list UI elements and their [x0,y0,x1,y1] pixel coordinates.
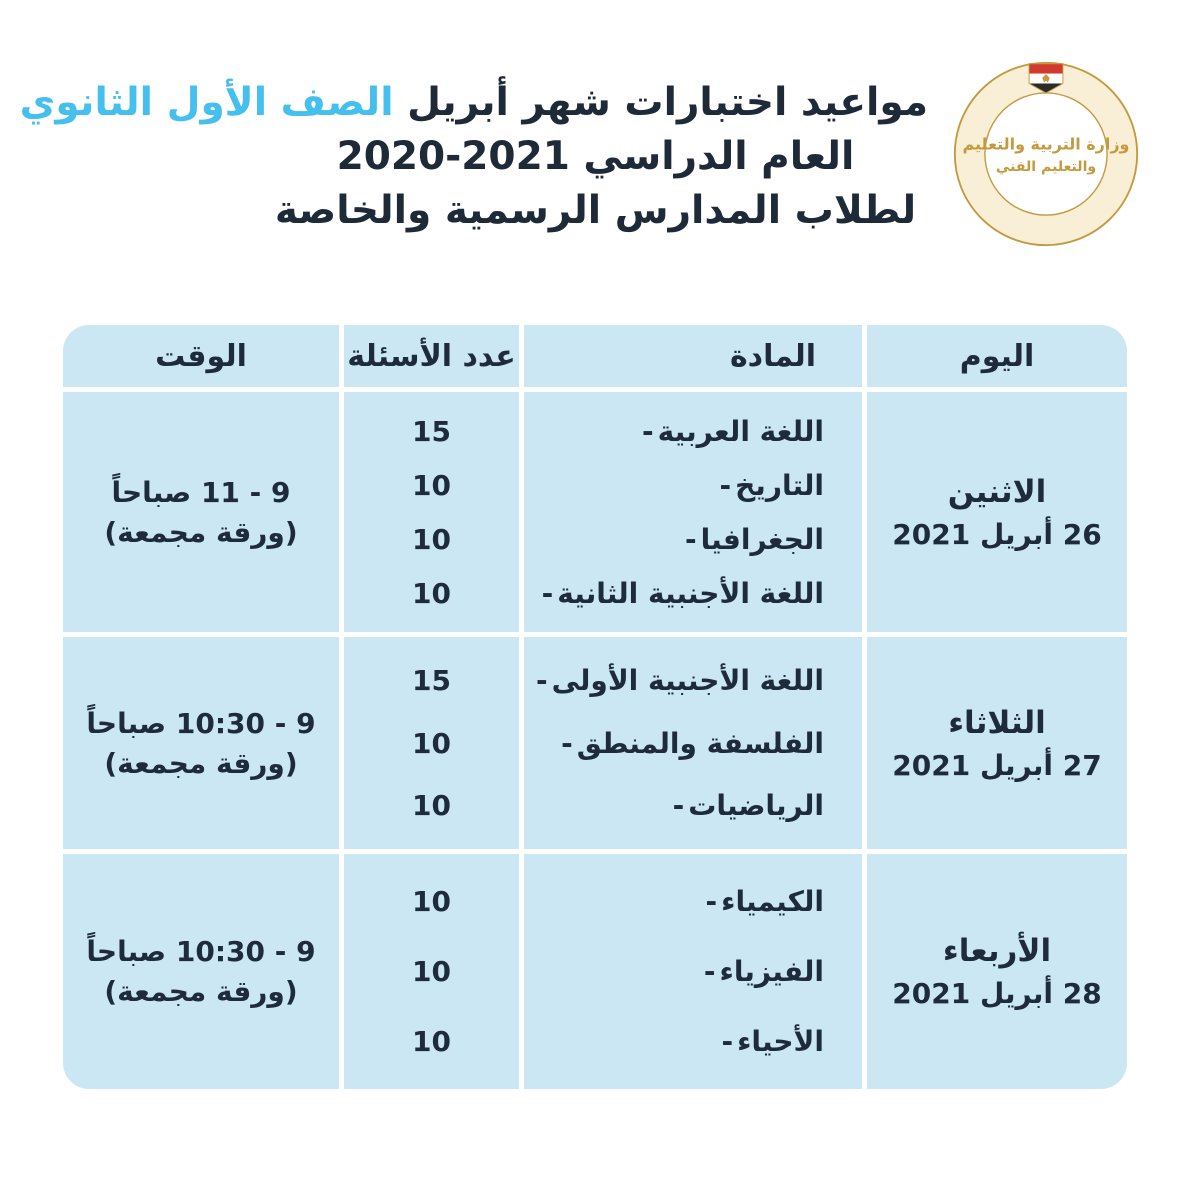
time-note: (ورقة مجمعة) [104,746,298,780]
title-main-text: مواعيد اختبارات شهر أبريل [407,80,928,125]
logo-ring-text [952,60,959,63]
day-date: 28 أبريل 2021 [892,977,1102,1010]
subject-dash: - [705,884,718,918]
subject-item [524,512,862,566]
subject-dash: - [719,468,732,502]
subject-item [524,649,862,712]
subject-dash: - [535,663,548,697]
day-cell-monday [867,392,1127,632]
subject-dash: - [642,414,654,448]
day-name: الأربعاء [942,933,1052,969]
subject-name: الفيزياء [719,954,824,988]
time-note: (ورقة مجمعة) [104,975,298,1008]
time-cell-wednesday [63,854,339,1089]
ministry-logo [952,60,1140,248]
subject-name: اللغة الأجنبية الثانية [557,576,824,610]
day-cell-wednesday [867,854,1127,1089]
question-count: 15 [412,414,451,448]
question-count: 10 [412,468,451,502]
question-count: 10 [412,522,451,556]
subject-name: الأحياء [737,1025,824,1059]
questions-cell-wednesday [344,854,519,1089]
time-cell-monday [63,392,339,632]
day-name: الاثنين [947,473,1047,510]
subject-item [524,866,862,936]
question-count: 10 [412,1025,451,1059]
questions-cell-monday [344,392,519,632]
subject-dash: - [672,789,685,823]
question-count: 10 [412,884,451,918]
title-grade-highlight: الصف الأول الثانوي [19,80,394,125]
subject-dash: - [541,576,554,610]
question-count: 10 [412,954,451,988]
subject-name: التاريخ [735,468,824,502]
subject-item [524,1007,862,1077]
subject-item [524,566,862,620]
subject-name: اللغة العربية [657,414,824,448]
time-cell-tuesday [63,637,339,849]
question-count: 10 [412,726,451,760]
ministry-logo-svg [952,60,1140,248]
time-range: 9 - 11 صباحاً [111,475,291,509]
subject-name: الفلسفة والمنطق [576,726,824,760]
logo-calligraphy-line1: وزارة التربية والتعليم [962,134,1130,154]
column-header-subject: المادة [524,325,862,387]
logo-inner-circle [985,93,1107,215]
logo-calligraphy-line2: والتعليم الفني [995,158,1097,175]
subject-name: اللغة الأجنبية الأولى [551,663,824,697]
questions-cell-tuesday [344,637,519,849]
subjects-cell-tuesday [524,637,862,849]
question-count: 15 [412,663,451,697]
day-cell-tuesday [867,637,1127,849]
subject-dash: - [561,726,573,760]
subject-dash: - [684,522,697,556]
subject-item [524,404,862,458]
schedule-table [63,325,1127,1089]
title-line-2: العام الدراسي 2021-2020 [336,134,855,179]
day-date: 26 أبريل 2021 [892,517,1102,551]
question-count: 10 [412,576,451,610]
subject-name: الرياضيات [688,789,824,823]
column-header-questions: عدد الأسئلة [344,325,519,387]
subject-item [524,774,862,837]
subject-name: الكيمياء [721,884,824,918]
day-date: 27 أبريل 2021 [892,748,1102,782]
subjects-cell-wednesday [524,854,862,1089]
time-range: 9 - 10:30 صباحاً [86,706,316,740]
page-title [19,76,928,238]
column-header-day: اليوم [867,325,1127,387]
subjects-cell-monday [524,392,862,632]
subject-item [524,712,862,775]
time-note: (ورقة مجمعة) [104,515,298,549]
title-line-3: لطلاب المدارس الرسمية والخاصة [274,188,917,233]
time-range: 9 - 10:30 صباحاً [86,935,316,968]
question-count: 10 [412,789,451,823]
subject-item [524,458,862,512]
logo-ring-text-holder [952,60,959,63]
subject-dash: - [703,954,716,988]
subject-name: الجغرافيا [700,522,824,556]
day-name: الثلاثاء [948,704,1046,741]
subject-dash: - [721,1025,734,1059]
title-line-1 [19,76,928,130]
column-header-time: الوقت [63,325,339,387]
subject-item [524,936,862,1006]
